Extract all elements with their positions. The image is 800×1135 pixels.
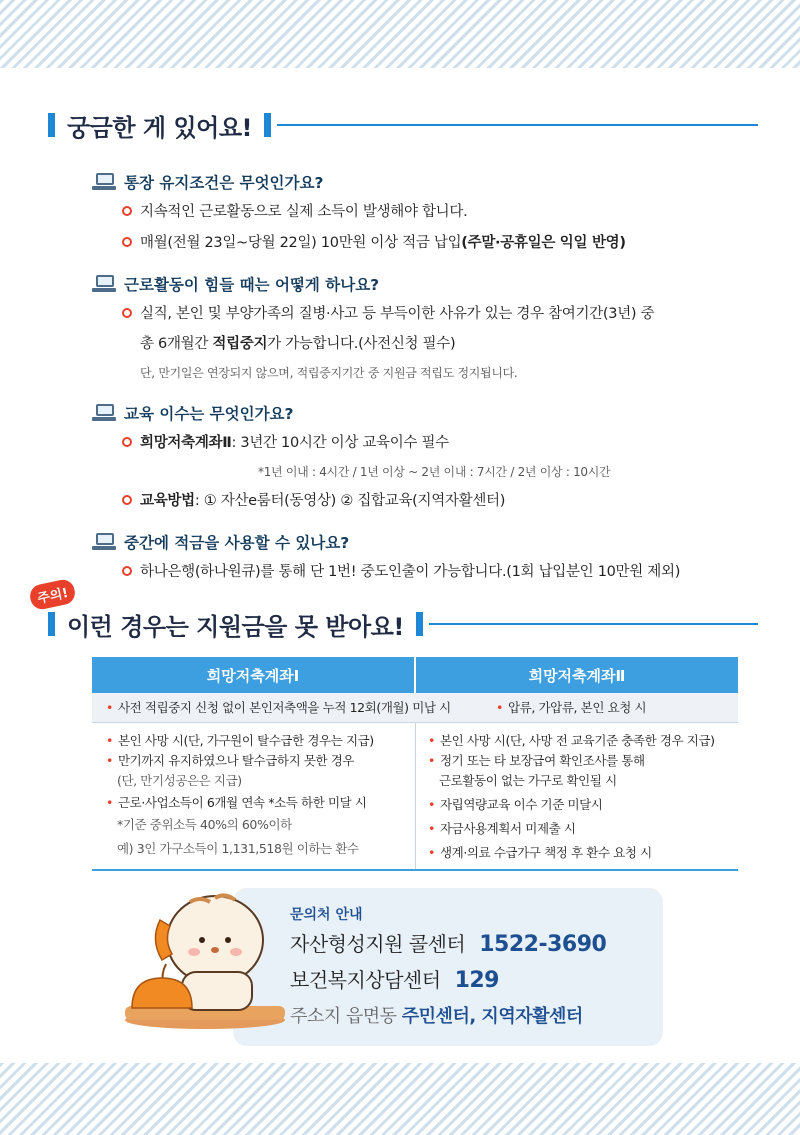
q2-note: 단, 만기일은 연장되지 않으며, 적립중지기간 중 지원금 적립도 정지됩니다.	[140, 366, 518, 380]
bottom-stripe-decoration	[0, 1063, 800, 1135]
warning-heading-title: 이런 경우는 지원금을 못 받아요!	[67, 612, 404, 641]
bullet-icon	[122, 437, 132, 447]
q2-line2-post: 가 가능합니다.(사전신청 필수)	[267, 336, 456, 352]
heading-divider-line	[277, 124, 758, 126]
left-item-2-text: 만기까지 유지하였으나 탈수급하지 못한 경우	[117, 753, 355, 768]
right-item-4-text: 자금사용계획서 미제출 시	[439, 821, 576, 836]
computer-icon	[92, 275, 116, 293]
q1-answer-2	[122, 231, 626, 252]
q3-note: *1년 이내 : 4시간 / 1년 이상 ~ 2년 이내 : 7시간 / 2년 이상 : 10시간	[258, 465, 611, 479]
address-label: 주소지 읍면동	[290, 1006, 402, 1027]
left-item-1: • 본인 사망 시(단, 가구원이 탈수급한 경우는 지급)	[106, 733, 374, 748]
left-item-2: • 만기까지 유지하였으나 탈수급하지 못한 경우	[106, 753, 355, 768]
faq-heading-title: 궁금한 게 있어요!	[67, 113, 252, 142]
q3-answer-1	[122, 431, 449, 452]
bullet-icon	[122, 206, 132, 216]
ineligibility-table	[92, 657, 738, 871]
contact-title: 문의처 안내	[290, 907, 363, 923]
q2-answer-line-1: 실직, 본인 및 부양가족의 질병·사고 등 부득이한 사유가 있는 경우 참여기간(3년) 중	[140, 306, 655, 322]
right-item-4: • 자금사용계획서 미제출 시	[428, 821, 576, 836]
q1-answer-2-bold: (주말·공휴일은 익일 반영)	[461, 235, 626, 251]
table-row1-right: • 압류, 가압류, 본인 요청 시	[496, 700, 647, 715]
faq-question-4	[92, 531, 349, 553]
q2-answer-1	[122, 302, 654, 323]
question-4-text: 중간에 적금을 사용할 수 있나요?	[124, 534, 350, 552]
question-2-text: 근로활동이 힘들 때는 어떻게 하나요?	[124, 276, 380, 294]
faq-question-3	[92, 402, 294, 424]
left-item-1-text: 본인 사망 시(단, 가구원이 탈수급한 경우는 지급)	[117, 733, 374, 748]
warning-section-heading	[48, 609, 758, 639]
faq-section-heading	[48, 110, 758, 140]
right-item-1-text: 본인 사망 시(단, 사망 전 교육기준 충족한 경우 지급)	[439, 733, 715, 748]
table-header-account-1: 희망저축계좌Ⅰ	[92, 657, 414, 693]
q1-answer-1	[122, 200, 467, 221]
hamster-mascot	[120, 880, 290, 1030]
address-centers: 주민센터, 지역자활센터	[401, 1006, 583, 1027]
q3-answer-1-bold: 희망저축계좌Ⅱ	[140, 435, 232, 451]
table-header-account-2: 희망저축계좌Ⅱ	[416, 657, 738, 693]
faq-question-2	[92, 273, 379, 295]
table-bottom-border	[92, 869, 738, 871]
top-stripe-decoration	[0, 0, 800, 68]
right-item-1: • 본인 사망 시(단, 사망 전 교육기준 충족한 경우 지급)	[428, 733, 715, 748]
callcenter-number: 1522-3690	[479, 932, 607, 957]
right-item-5: • 생계·의료 수급가구 책정 후 환수 요청 시	[428, 845, 652, 860]
q1-answer-2-text: 매월(전월 23일~당월 22일) 10만원 이상 적금 납입	[140, 235, 462, 251]
contact-line-1	[290, 928, 606, 957]
right-item-2-cont: 근로활동이 없는 가구로 확인될 시	[439, 773, 617, 788]
q2-line2-pre: 총 6개월간	[140, 336, 213, 352]
mascot-head	[167, 896, 263, 984]
welfare-center-label: 보건복지상담센터	[290, 968, 441, 992]
q2-answer-line-2	[140, 332, 455, 353]
right-item-5-text: 생계·의료 수급가구 책정 후 환수 요청 시	[439, 845, 652, 860]
bullet-icon	[122, 495, 132, 505]
contact-info-box	[233, 888, 663, 1046]
q3-answer-1-text: : 3년간 10시간 이상 교육이수 필수	[231, 435, 449, 451]
q4-answer-1-text: 하나은행(하나원큐)를 통해 단 1번! 중도인출이 가능합니다.(1회 납입분인 10만원 제외)	[140, 564, 681, 580]
right-item-3: • 자립역량교육 이수 기준 미달시	[428, 797, 603, 812]
question-3-text: 교육 이수는 무엇인가요?	[124, 405, 294, 423]
contact-line-3	[290, 1002, 583, 1028]
computer-icon	[92, 173, 116, 191]
left-item-3-note-2: 예) 3인 가구소득이 1,131,518원 이하는 환수	[117, 841, 359, 856]
q2-line2-bold: 적립중지	[212, 336, 268, 352]
heading-bar-right	[264, 113, 271, 137]
caution-badge: 주의!	[28, 578, 77, 612]
q3-answer-2-text: : ① 자산e룸터(동영상) ② 집합교육(지역자활센터)	[194, 493, 506, 509]
right-item-2: • 정기 또는 타 보장급여 확인조사를 통해	[428, 753, 645, 768]
left-item-3: • 근로·사업소득이 6개월 연속 *소득 하한 미달 시	[106, 795, 367, 810]
right-item-2-text: 정기 또는 타 보장급여 확인조사를 통해	[439, 753, 645, 768]
q4-answer-1	[122, 560, 680, 581]
table-column-divider	[415, 723, 416, 869]
left-item-3-text: 근로·사업소득이 6개월 연속 *소득 하한 미달 시	[117, 795, 367, 810]
computer-icon	[92, 533, 116, 551]
bullet-icon	[122, 237, 132, 247]
row1-right-text: 압류, 가압류, 본인 요청 시	[507, 700, 647, 715]
right-item-3-text: 자립역량교육 이수 기준 미달시	[439, 797, 603, 812]
q3-answer-2-bold: 교육방법	[140, 493, 195, 509]
callcenter-label: 자산형성지원 콜센터	[290, 932, 466, 956]
row1-left-text: 사전 적립중지 신청 없이 본인저축액을 누적 12회(개월) 미납 시	[117, 700, 451, 715]
question-1-text: 통장 유지조건은 무엇인가요?	[124, 174, 324, 192]
faq-question-1	[92, 171, 323, 193]
bullet-icon	[122, 566, 132, 576]
left-item-3-note-1: *기준 중위소득 40%의 60%이하	[117, 817, 292, 832]
heading-bar-left	[48, 612, 55, 636]
heading-divider-line	[429, 623, 758, 625]
heading-bar-right	[416, 612, 423, 636]
computer-icon	[92, 404, 116, 422]
q1-answer-1-text: 지속적인 근로활동으로 실제 소득이 발생해야 합니다.	[140, 204, 468, 220]
welfare-center-number: 129	[454, 968, 499, 993]
heading-bar-left	[48, 113, 55, 137]
q3-answer-2	[122, 489, 505, 510]
left-item-2-note: (단, 만기성공은은 지급)	[117, 773, 242, 788]
contact-line-2	[290, 964, 499, 993]
bullet-icon	[122, 308, 132, 318]
table-row1-left: • 사전 적립중지 신청 없이 본인저축액을 누적 12회(개월) 미납 시	[106, 700, 451, 715]
